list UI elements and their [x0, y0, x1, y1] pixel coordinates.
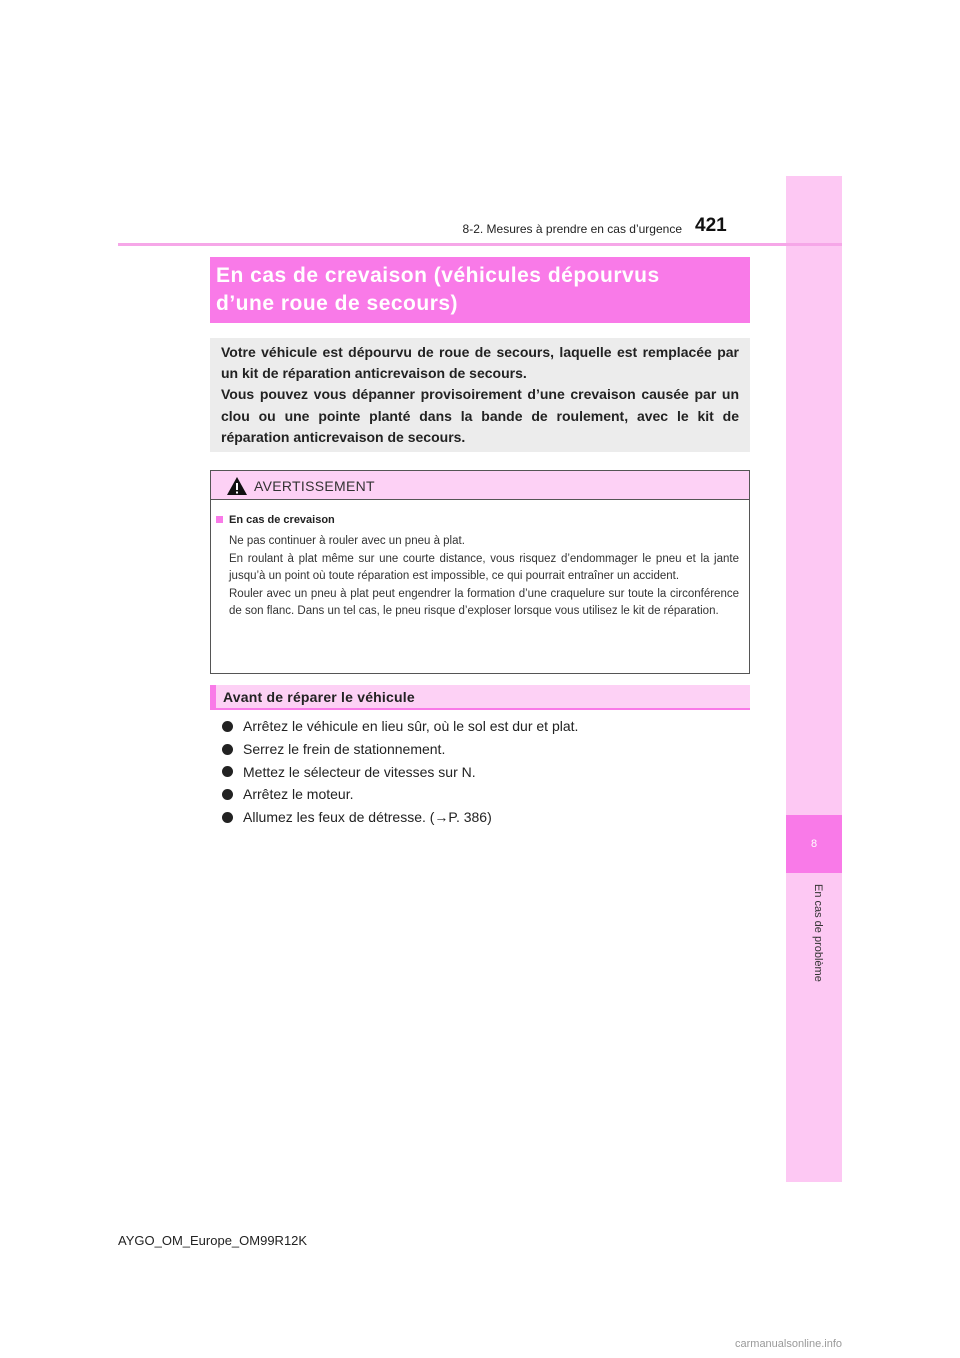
- warning-subtitle: [216, 514, 335, 526]
- header-rule: [118, 243, 842, 246]
- document-id: AYGO_OM_Europe_OM99R12K: [118, 1233, 308, 1248]
- list-item: Mettez le sélecteur de vitesses sur N.: [222, 760, 752, 783]
- page-title-line-1: En cas de crevaison (véhicules dépourvus: [216, 264, 660, 287]
- section-heading: 8-2. Mesures à prendre en cas d’urgence: [462, 222, 682, 236]
- warning-triangle-icon: [226, 476, 248, 496]
- intro-text: [221, 342, 739, 448]
- intro-paragraph-2: Vous pouvez vous dépanner provisoirement d’une crevaison causée par un clou ou une pointe planté dans la bande de roulement, avec le kit de réparation anticrevaison de secours.: [221, 386, 739, 445]
- bullet-dot-icon: [222, 744, 233, 755]
- warning-body: [229, 533, 739, 621]
- bullet-dot-icon: [222, 766, 233, 777]
- warning-paragraph-3: Rouler avec un pneu à plat peut engendrer la formation d’une craquelure sur toute la circonférence de son flanc. Dans un tel cas, le pneu risque d’exploser lorsque vous utilisez le kit de réparation.: [229, 587, 739, 618]
- bullet-dot-icon: [222, 789, 233, 800]
- warning-paragraph-2: En roulant à plat même sur une courte distance, vous risquez d’endommager le pneu et la jante jusqu’à un point où toute réparation est impossible, ce qui pourrait entraîner un accident.: [229, 552, 739, 583]
- page-title-line-2: d’une roue de secours): [216, 292, 459, 315]
- watermark: carmanualsonline.info: [735, 1338, 843, 1350]
- warning-subtitle-text: En cas de crevaison: [229, 514, 335, 526]
- list-item: Allumez les feux de détresse. (→P. 386): [222, 806, 752, 829]
- list-item: Serrez le frein de stationnement.: [222, 738, 752, 761]
- chapter-number: 8: [786, 815, 842, 873]
- subsection-accent-bar: [210, 685, 216, 710]
- list-item: Arrêtez le moteur.: [222, 783, 752, 806]
- chapter-side-tab: [786, 176, 842, 1182]
- bullet-dot-icon: [222, 721, 233, 732]
- warning-title: AVERTISSEMENT: [254, 478, 375, 494]
- page-number: 421: [695, 215, 727, 236]
- bullet-dot-icon: [222, 812, 233, 823]
- chapter-label: En cas de problème: [812, 884, 824, 982]
- subsection-title: Avant de réparer le véhicule: [223, 689, 415, 705]
- bullet-list: [222, 715, 752, 828]
- page-title: [216, 262, 744, 318]
- warning-paragraph-1: Ne pas continuer à rouler avec un pneu à plat.: [229, 535, 465, 547]
- intro-paragraph-1: Votre véhicule est dépourvu de roue de secours, laquelle est remplacée par un kit de réparation anticrevaison de secours.: [221, 344, 739, 382]
- square-bullet-icon: [216, 516, 223, 523]
- list-item: Arrêtez le véhicule en lieu sûr, où le sol est dur et plat.: [222, 715, 752, 738]
